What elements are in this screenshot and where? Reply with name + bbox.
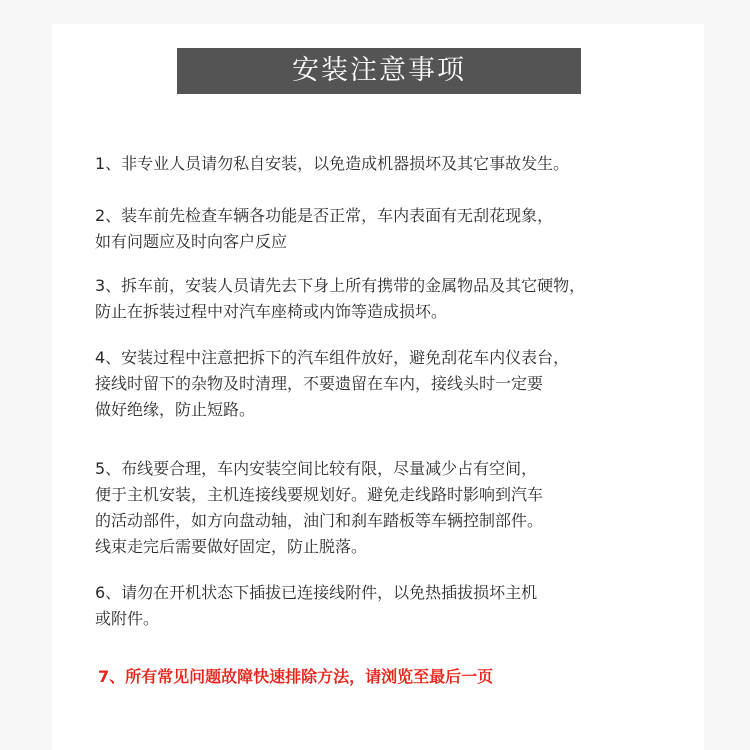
instruction-line: 1、非专业人员请勿私自安装，以免造成机器损坏及其它事故发生。 [95, 154, 570, 173]
instruction-item-6 [95, 580, 537, 632]
instruction-line: 或附件。 [95, 609, 160, 628]
instruction-item-5 [95, 456, 543, 560]
instruction-item-2 [95, 203, 553, 255]
instruction-line: 6、请勿在开机状态下插拔已连接线附件，以免热插拔损坏主机 [95, 583, 538, 602]
instruction-line: 便于主机安装，主机连接线要规划好。避免走线路时影响到汽车 [95, 485, 544, 504]
instruction-item-4 [95, 345, 569, 423]
instruction-line: 线束走完后需要做好固定，防止脱落。 [95, 537, 368, 556]
instruction-line: 5、布线要合理，车内安装空间比较有限，尽量减少占有空间， [95, 459, 538, 478]
instruction-line: 3、拆车前，安装人员请先去下身上所有携带的金属物品及其它硬物， [95, 276, 586, 295]
instruction-item-7-warning [98, 664, 493, 690]
instruction-line: 的活动部件，如方向盘动轴，油门和刹车踏板等车辆控制部件。 [95, 511, 544, 530]
instruction-item-1 [95, 151, 569, 177]
instruction-line: 如有问题应及时向客户反应 [95, 232, 288, 251]
instruction-line: 2、装车前先检查车辆各功能是否正常，车内表面有无刮花现象， [95, 206, 554, 225]
instruction-line: 做好绝缘，防止短路。 [95, 400, 256, 419]
instruction-item-3 [95, 273, 585, 325]
warning-line: 7、所有常见问题故障快速排除方法，请浏览至最后一页 [98, 667, 494, 686]
instruction-line: 防止在拆装过程中对汽车座椅或内饰等造成损坏。 [95, 302, 448, 321]
page-title: 安装注意事项 [177, 48, 581, 94]
instruction-line: 4、安装过程中注意把拆下的汽车组件放好，避免刮花车内仪表台， [95, 348, 570, 367]
instruction-line: 接线时留下的杂物及时清理，不要遗留在车内，接线头时一定要 [95, 374, 544, 393]
